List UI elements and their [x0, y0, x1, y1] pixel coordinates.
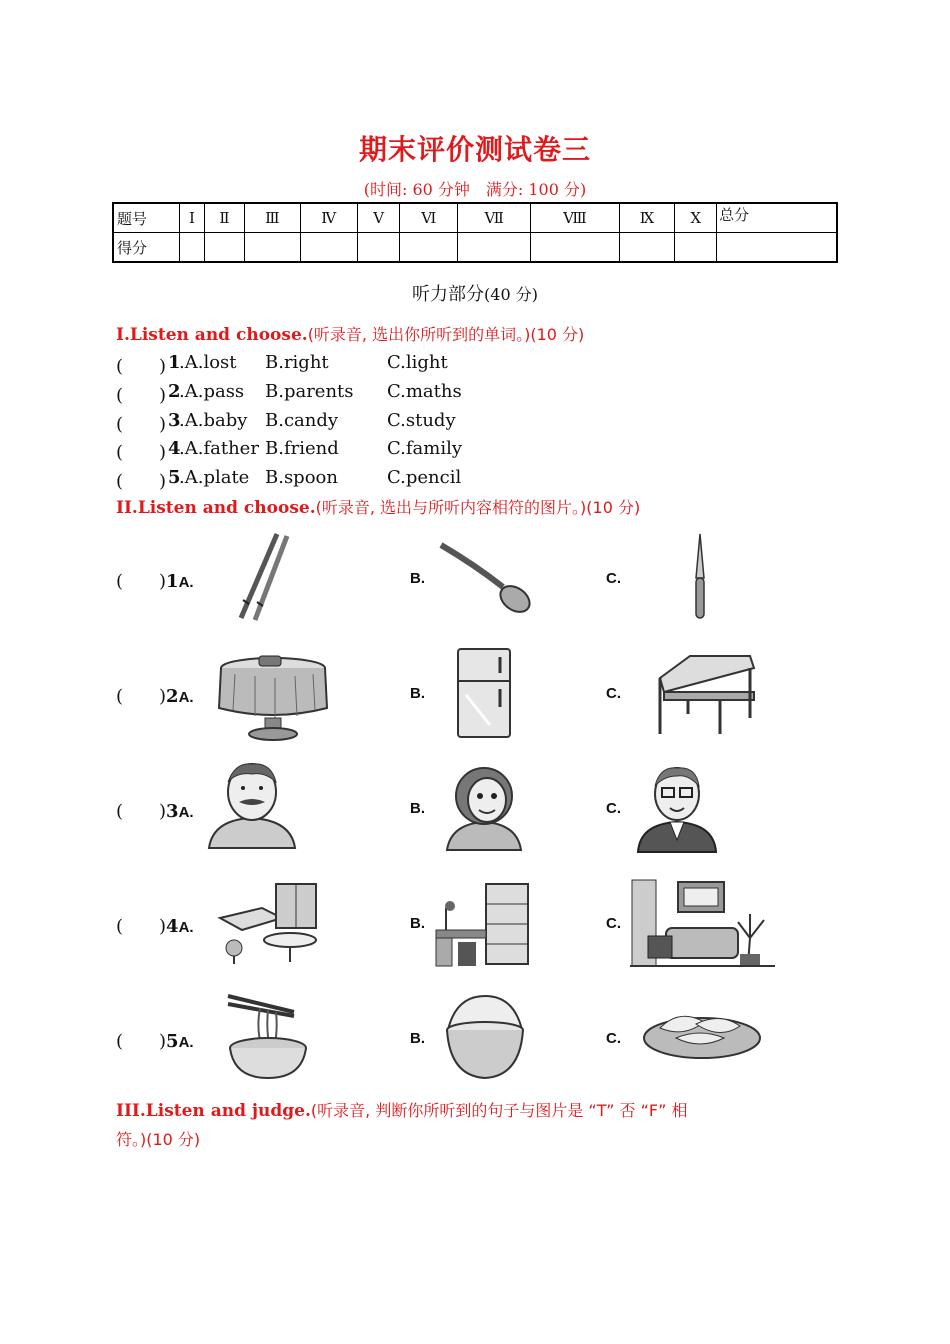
- option-a: .A.lost: [179, 352, 237, 373]
- section-2-hint: (听录音, 选出与所听内容相符的图片。)(10 分): [315, 498, 641, 517]
- rice-bowl-picture[interactable]: [440, 990, 530, 1082]
- option-b-label: B.: [410, 915, 425, 932]
- option-a: .A.baby: [179, 410, 248, 431]
- option-a-label: A.: [178, 1034, 194, 1051]
- option-c: C.family: [387, 438, 462, 459]
- option-a-label: A.: [178, 689, 194, 706]
- round-table-picture[interactable]: [215, 650, 335, 745]
- option-b: B.friend: [265, 438, 339, 459]
- item-number: 3: [168, 410, 181, 431]
- item-number: 1: [168, 352, 181, 373]
- man-with-glasses-picture[interactable]: [632, 760, 722, 855]
- col-1: Ⅰ: [180, 203, 205, 233]
- option-a: .A.plate: [179, 467, 250, 488]
- option-b: B.spoon: [265, 467, 338, 488]
- listening-part-title: [0, 280, 950, 306]
- score-cell: [531, 233, 619, 263]
- option-c-label: C.: [606, 1030, 621, 1047]
- option-c-label: C.: [606, 685, 621, 702]
- dumplings-plate-picture[interactable]: [640, 998, 765, 1063]
- score-cell: [619, 233, 675, 263]
- answer-blank[interactable]: ( ): [116, 471, 167, 492]
- option-b: B.candy: [265, 410, 339, 431]
- option-b: B.parents: [265, 381, 354, 402]
- score-cell: [717, 233, 837, 263]
- col-5: Ⅴ: [357, 203, 399, 233]
- score-cell: [180, 233, 205, 263]
- section-2-instruction: Listen and choose.: [137, 498, 316, 518]
- fridge-picture[interactable]: [450, 645, 520, 745]
- item-number: 4: [166, 916, 179, 937]
- option-c-label: C.: [606, 570, 621, 587]
- option-c: C.pencil: [387, 467, 462, 488]
- bedroom-furniture-picture[interactable]: [212, 878, 327, 968]
- answer-blank[interactable]: ( ): [116, 916, 167, 937]
- score-cell: [400, 233, 458, 263]
- section-3-roman: III.: [116, 1101, 146, 1121]
- answer-blank[interactable]: ( ): [116, 1031, 167, 1052]
- score-table: [112, 202, 838, 263]
- man-with-mustache-picture[interactable]: [205, 758, 300, 853]
- section-3-heading: [116, 1098, 687, 1121]
- exam-info: (时间: 60 分钟 满分: 100 分): [363, 180, 587, 199]
- part-title-text: 听力部分: [412, 284, 485, 305]
- answer-blank[interactable]: ( ): [116, 356, 167, 377]
- col-4: Ⅳ: [300, 203, 357, 233]
- section-3-hint-continued: 符。)(10 分): [116, 1130, 201, 1149]
- col-9: Ⅸ: [619, 203, 675, 233]
- section-1-hint: (听录音, 选出你所听到的单词。)(10 分): [307, 325, 585, 344]
- answer-blank[interactable]: ( ): [116, 571, 167, 592]
- section-2-roman: II.: [116, 498, 138, 518]
- option-c: C.maths: [387, 381, 462, 402]
- answer-blank[interactable]: ( ): [116, 385, 167, 406]
- knife-picture[interactable]: [685, 530, 715, 625]
- living-room-picture[interactable]: [630, 878, 775, 970]
- item-number: 5: [166, 1031, 179, 1052]
- section-2-heading: [116, 495, 640, 518]
- answer-blank[interactable]: ( ): [116, 801, 167, 822]
- col-10: Ⅹ: [675, 203, 717, 233]
- option-c: C.study: [387, 410, 456, 431]
- option-a: .A.father: [179, 438, 259, 459]
- option-a-label: A.: [178, 804, 194, 821]
- study-room-picture[interactable]: [434, 880, 534, 970]
- section-1-roman: I.: [116, 325, 130, 345]
- score-cell: [357, 233, 399, 263]
- answer-blank[interactable]: ( ): [116, 442, 167, 463]
- section-2-item-5: [116, 1027, 194, 1053]
- option-c: C.light: [387, 352, 448, 373]
- section-2-item-1: [116, 567, 194, 593]
- col-8: Ⅷ: [531, 203, 619, 233]
- page-title: 期末评价测试卷三: [358, 133, 591, 166]
- score-cell: [458, 233, 531, 263]
- option-a: .A.pass: [179, 381, 245, 402]
- chopsticks-picture[interactable]: [225, 530, 295, 625]
- score-cell: [300, 233, 357, 263]
- score-cell: [204, 233, 244, 263]
- col-2: Ⅱ: [204, 203, 244, 233]
- option-b: B.right: [265, 352, 329, 373]
- col-3: Ⅲ: [245, 203, 301, 233]
- option-b-label: B.: [410, 800, 425, 817]
- section-3-hint: (听录音, 判断你所听到的句子与图片是 “T” 否 “F” 相: [310, 1101, 688, 1120]
- score-cell: [245, 233, 301, 263]
- item-number: 2: [168, 381, 181, 402]
- score-cell: [675, 233, 717, 263]
- part-points: (40 分): [484, 285, 538, 304]
- option-c-label: C.: [606, 800, 621, 817]
- woman-curly-hair-picture[interactable]: [437, 762, 532, 852]
- section-2-item-4: [116, 912, 194, 938]
- option-b-label: B.: [410, 1030, 425, 1047]
- section-1-heading: [116, 322, 584, 345]
- item-number: 1: [166, 571, 179, 592]
- section-1-instruction: Listen and choose.: [129, 325, 308, 345]
- score-label: 得分: [113, 233, 180, 263]
- section-2-item-2: [116, 682, 194, 708]
- option-a-label: A.: [178, 574, 194, 591]
- question-number-label: 题号: [113, 203, 180, 233]
- option-c-label: C.: [606, 915, 621, 932]
- item-number: 2: [166, 686, 179, 707]
- total-label: 总分: [717, 203, 837, 233]
- noodles-picture[interactable]: [222, 990, 312, 1082]
- option-b-label: B.: [410, 570, 425, 587]
- section-3-instruction: Listen and judge.: [145, 1101, 311, 1121]
- answer-blank[interactable]: ( ): [116, 414, 167, 435]
- option-a-label: A.: [178, 919, 194, 936]
- option-b-label: B.: [410, 685, 425, 702]
- score-table-header-row: [113, 203, 837, 233]
- section-2-item-3: [116, 797, 194, 823]
- item-number: 5: [168, 467, 181, 488]
- score-table-score-row: [113, 233, 837, 263]
- spoon-picture[interactable]: [435, 535, 535, 620]
- item-number: 4: [168, 438, 181, 459]
- square-table-picture[interactable]: [650, 648, 760, 738]
- item-number: 3: [166, 801, 179, 822]
- col-6: Ⅵ: [400, 203, 458, 233]
- answer-blank[interactable]: ( ): [116, 686, 167, 707]
- col-7: Ⅶ: [458, 203, 531, 233]
- section-3-heading-continued: [116, 1127, 200, 1150]
